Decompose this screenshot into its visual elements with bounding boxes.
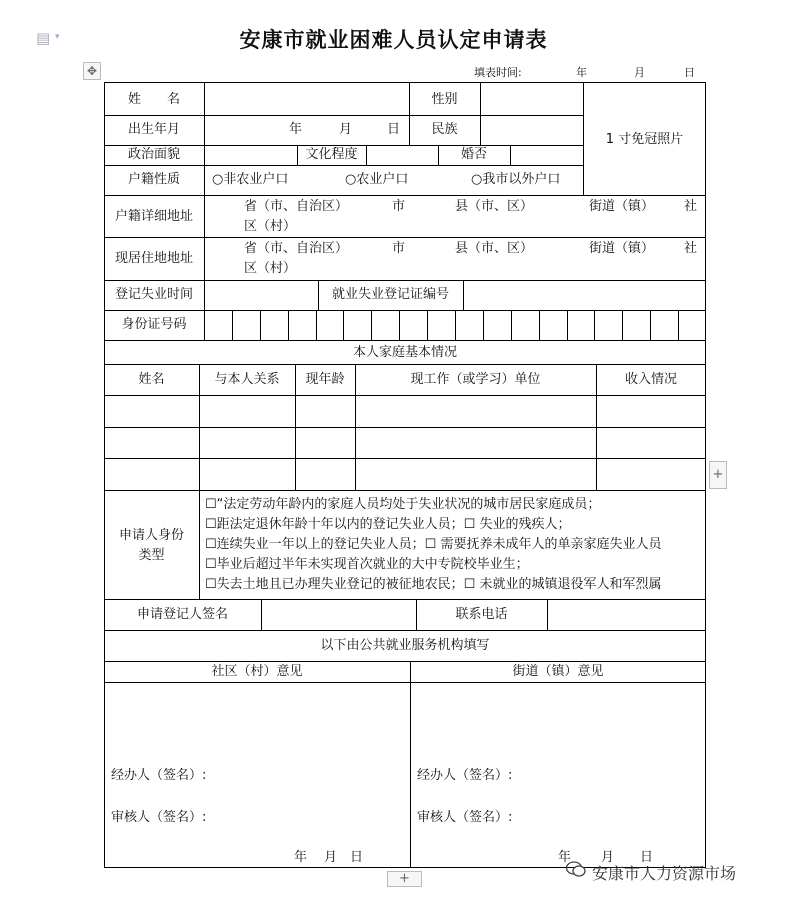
- street-reviewer-signature: 审核人（签名）:: [417, 810, 513, 825]
- birth-label: 出生年月: [127, 122, 180, 137]
- hukou-city: 市: [392, 199, 406, 214]
- family-header-relation: 与本人关系: [214, 372, 280, 387]
- applicant-type-option[interactable]: ☐“法定劳动年龄内的家庭人员均处于失业状况的城市居民家庭成员；: [205, 497, 601, 512]
- add-column-button[interactable]: +: [709, 461, 727, 489]
- birth-day: 日: [387, 122, 401, 137]
- residence-community-a: 社: [684, 241, 698, 256]
- chevron-down-icon[interactable]: ▾: [55, 32, 60, 42]
- id-digit-cell[interactable]: [568, 311, 594, 339]
- id-digit-cell[interactable]: [261, 311, 287, 339]
- applicant-signature-label: 申请登记人签名: [136, 607, 228, 622]
- gender-field[interactable]: [481, 83, 582, 114]
- applicant-type-label-line2: 类型: [138, 548, 165, 563]
- applicant-type-label-line1: 申请人身份: [118, 528, 184, 543]
- id-digit-cell[interactable]: [344, 311, 370, 339]
- id-digit-cell[interactable]: [456, 311, 482, 339]
- id-digit-cell[interactable]: [233, 311, 259, 339]
- community-reviewer-signature: 审核人（签名）:: [111, 810, 207, 825]
- id-digit-cell[interactable]: [540, 311, 566, 339]
- contact-phone-label: 联系电话: [455, 607, 508, 622]
- residence-province: 省（市、自治区）: [244, 241, 349, 256]
- hukou-community-b: 区（村）: [244, 219, 297, 234]
- id-digit-cell[interactable]: [651, 311, 677, 339]
- name-field[interactable]: [205, 83, 408, 114]
- street-date-year: 年: [558, 850, 572, 865]
- birth-year: 年: [289, 122, 303, 137]
- id-digit-cell[interactable]: [595, 311, 621, 339]
- street-handler-signature: 经办人（签名）:: [417, 768, 513, 783]
- fill-time-year: 年: [576, 66, 587, 79]
- applicant-type-option[interactable]: ☐毕业后超过半年未实现首次就业的大中专院校毕业生；: [205, 557, 529, 572]
- watermark-text: 安康市人力资源市场: [592, 864, 737, 883]
- id-digit-cell[interactable]: [205, 311, 231, 339]
- hukou-county: 县（市、区）: [455, 199, 534, 214]
- family-header-name: 姓名: [138, 372, 165, 387]
- residence-community-b: 区（村）: [244, 261, 297, 276]
- hukou-nonagri-radio[interactable]: ○非农业户口: [212, 172, 289, 187]
- street-opinion-title: 街道（镇）意见: [512, 664, 604, 679]
- name-label: 姓 名: [127, 92, 180, 107]
- hukou-outside-radio[interactable]: ○我市以外户口: [471, 172, 561, 187]
- residence-address-label: 现居住地地址: [114, 251, 193, 266]
- hukou-type-label: 户籍性质: [127, 172, 180, 187]
- unemployment-time-label: 登记失业时间: [114, 287, 193, 302]
- ethnicity-label: 民族: [431, 122, 458, 137]
- id-digit-cell[interactable]: [679, 311, 705, 339]
- fill-time-label: 填表时间:: [474, 66, 522, 79]
- community-date-day: 日: [350, 850, 364, 865]
- applicant-type-option[interactable]: ☐失去土地且已办理失业登记的被征地农民；☐ 未就业的城镇退役军人和军烈属: [205, 577, 662, 592]
- hukou-street: 街道（镇）: [589, 199, 655, 214]
- family-section-title: 本人家庭基本情况: [352, 345, 457, 360]
- agency-section-title: 以下由公共就业服务机构填写: [320, 638, 490, 653]
- fill-time-day: 日: [684, 66, 695, 79]
- id-digit-cell[interactable]: [289, 311, 315, 339]
- wechat-logo-icon: [565, 860, 587, 878]
- street-date-day: 日: [640, 850, 654, 865]
- id-digit-cell[interactable]: [512, 311, 538, 339]
- applicant-type-option[interactable]: ☐连续失业一年以上的登记失业人员；☐ 需要抚养未成年人的单亲家庭失业人员: [205, 537, 662, 552]
- politics-label: 政治面貌: [127, 147, 180, 162]
- id-digit-cell[interactable]: [484, 311, 510, 339]
- street-date-month: 月: [601, 850, 615, 865]
- family-header-age: 现年龄: [305, 372, 345, 387]
- id-digit-cell[interactable]: [400, 311, 426, 339]
- birth-month: 月: [339, 122, 353, 137]
- community-date-month: 月: [324, 850, 338, 865]
- hukou-community-a: 社: [684, 199, 698, 214]
- applicant-type-option[interactable]: ☐距法定退休年龄十年以内的登记失业人员；☐ 失业的残疾人；: [205, 517, 571, 532]
- fill-time-month: 月: [634, 66, 645, 79]
- id-digit-cell[interactable]: [623, 311, 649, 339]
- education-label: 文化程度: [305, 147, 358, 162]
- photo-placeholder: 1 寸免冠照片: [605, 132, 684, 147]
- id-digit-cell[interactable]: [317, 311, 343, 339]
- community-date-year: 年: [294, 850, 308, 865]
- id-number-label: 身份证号码: [121, 317, 187, 332]
- residence-county: 县（市、区）: [455, 241, 534, 256]
- community-opinion-title: 社区（村）意见: [211, 664, 303, 679]
- residence-city: 市: [392, 241, 406, 256]
- family-header-income: 收入情况: [624, 372, 677, 387]
- hukou-address-label: 户籍详细地址: [114, 209, 193, 224]
- document-icon[interactable]: ▤: [36, 29, 51, 47]
- family-header-employer: 现工作（或学习）单位: [410, 372, 541, 387]
- hukou-agri-radio[interactable]: ○农业户口: [345, 172, 409, 187]
- marital-label: 婚否: [460, 147, 487, 162]
- table-move-handle-icon[interactable]: ✥: [83, 62, 101, 80]
- id-digit-cell[interactable]: [372, 311, 398, 339]
- id-digit-cell[interactable]: [428, 311, 454, 339]
- gender-label: 性别: [431, 92, 458, 107]
- page-title: 安康市就业困难人员认定申请表: [239, 27, 548, 52]
- residence-street: 街道（镇）: [589, 241, 655, 256]
- add-row-button[interactable]: +: [387, 871, 422, 887]
- hukou-province: 省（市、自治区）: [244, 199, 349, 214]
- unemployment-cert-label: 就业失业登记证编号: [331, 287, 449, 302]
- community-handler-signature: 经办人（签名）:: [111, 768, 207, 783]
